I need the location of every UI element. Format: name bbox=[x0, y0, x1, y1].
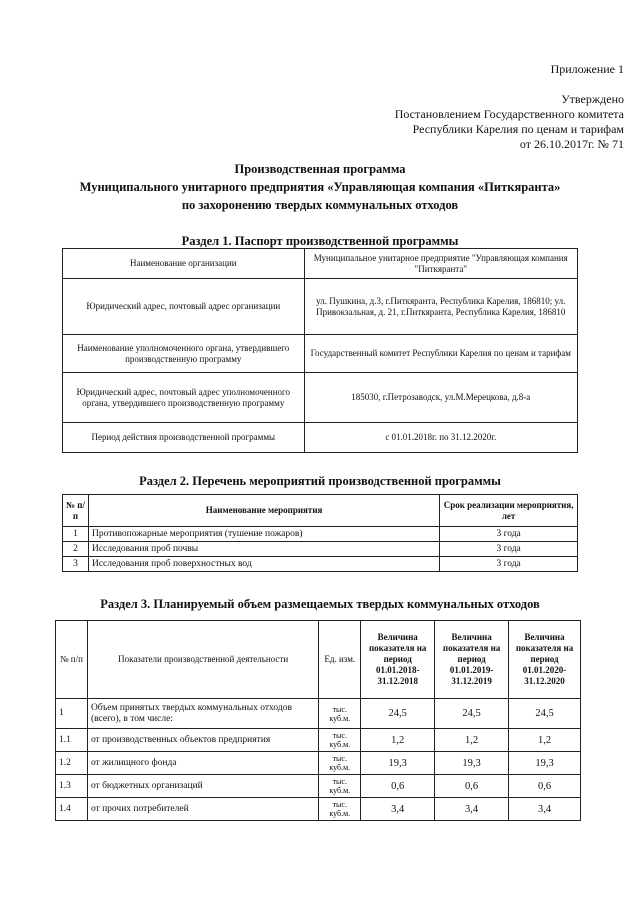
unit: тыс. куб.м. bbox=[319, 752, 361, 775]
indicator-name: от производственных объектов предприятия bbox=[87, 729, 318, 752]
passport-value: Государственный комитет Республики Карелия по ценам и тарифам bbox=[304, 335, 577, 373]
document-title bbox=[0, 160, 640, 214]
row-number: 1.4 bbox=[56, 798, 88, 821]
row-number: 1 bbox=[56, 699, 88, 729]
unit: тыс. куб.м. bbox=[319, 775, 361, 798]
table-row bbox=[56, 729, 581, 752]
value-2018: 3,4 bbox=[361, 798, 435, 821]
indicator-name: Объем принятых твердых коммунальных отходов (всего), в том числе: bbox=[87, 699, 318, 729]
column-header: Величина показателя на период 01.01.2019-31.12.2019 bbox=[435, 621, 509, 699]
unit: тыс. куб.м. bbox=[319, 729, 361, 752]
value-2019: 19,3 bbox=[435, 752, 509, 775]
approval-line: Утверждено bbox=[561, 92, 624, 106]
table-row bbox=[63, 373, 578, 423]
column-header: Ед. изм. bbox=[319, 621, 361, 699]
column-header: Показатели производственной деятельности bbox=[87, 621, 318, 699]
table-row bbox=[63, 527, 578, 542]
table-row bbox=[63, 423, 578, 453]
table-row bbox=[56, 798, 581, 821]
value-2020: 24,5 bbox=[509, 699, 581, 729]
title-line: Муниципального унитарного предприятия «Управляющая компания «Питкяранта» bbox=[79, 180, 561, 194]
value-2019: 1,2 bbox=[435, 729, 509, 752]
value-2020: 3,4 bbox=[509, 798, 581, 821]
indicator-name: от бюджетных организаций bbox=[87, 775, 318, 798]
table-row bbox=[63, 542, 578, 557]
passport-table bbox=[62, 248, 578, 453]
table-row bbox=[63, 279, 578, 335]
passport-label: Период действия производственной программы bbox=[63, 423, 305, 453]
measure-term: 3 года bbox=[440, 557, 578, 572]
measure-term: 3 года bbox=[440, 542, 578, 557]
passport-value: Муниципальное унитарное предприятие "Управляющая компания "Питкяранта" bbox=[304, 249, 577, 279]
title-line: по захоронению твердых коммунальных отходов bbox=[181, 198, 459, 212]
row-number: 1.2 bbox=[56, 752, 88, 775]
waste-volume-table bbox=[55, 620, 581, 821]
section2-title: Раздел 2. Перечень мероприятий производственной программы bbox=[139, 474, 501, 488]
value-2018: 0,6 bbox=[361, 775, 435, 798]
value-2018: 24,5 bbox=[361, 699, 435, 729]
column-header: Наименование мероприятия bbox=[88, 495, 439, 527]
row-number: 1.3 bbox=[56, 775, 88, 798]
table-row bbox=[56, 775, 581, 798]
value-2018: 19,3 bbox=[361, 752, 435, 775]
measures-table bbox=[62, 494, 578, 572]
row-number: 2 bbox=[63, 542, 89, 557]
measure-name: Исследования проб почвы bbox=[88, 542, 439, 557]
unit: тыс. куб.м. bbox=[319, 798, 361, 821]
table-row bbox=[56, 699, 581, 729]
column-header: № п/п bbox=[56, 621, 88, 699]
indicator-name: от прочих потребителей bbox=[87, 798, 318, 821]
value-2019: 0,6 bbox=[435, 775, 509, 798]
value-2020: 1,2 bbox=[509, 729, 581, 752]
section1-title: Раздел 1. Паспорт производственной программы bbox=[181, 234, 459, 248]
unit: тыс. куб.м. bbox=[319, 699, 361, 729]
indicator-name: от жилищного фонда bbox=[87, 752, 318, 775]
passport-label: Наименование уполномоченного органа, утвердившего производственную программу bbox=[63, 335, 305, 373]
measure-name: Исследования проб поверхностных вод bbox=[88, 557, 439, 572]
column-header: № п/п bbox=[63, 495, 89, 527]
table-row bbox=[63, 557, 578, 572]
table-row bbox=[63, 335, 578, 373]
title-line: Производственная программа bbox=[234, 162, 406, 176]
section3-title: Раздел 3. Планируемый объем размещаемых твердых коммунальных отходов bbox=[100, 597, 540, 611]
column-header: Срок реализации мероприятия, лет bbox=[440, 495, 578, 527]
approval-block bbox=[395, 92, 624, 152]
measure-name: Противопожарные мероприятия (тушение пожаров) bbox=[88, 527, 439, 542]
value-2019: 24,5 bbox=[435, 699, 509, 729]
row-number: 3 bbox=[63, 557, 89, 572]
approval-line: от 26.10.2017г. № 71 bbox=[519, 137, 624, 151]
approval-line: Постановлением Государственного комитета bbox=[394, 107, 624, 121]
value-2018: 1,2 bbox=[361, 729, 435, 752]
table-row bbox=[56, 752, 581, 775]
column-header: Величина показателя на период 01.01.2018-31.12.2018 bbox=[361, 621, 435, 699]
passport-label: Юридический адрес, почтовый адрес организации bbox=[63, 279, 305, 335]
measure-term: 3 года bbox=[440, 527, 578, 542]
table-header-row bbox=[63, 495, 578, 527]
row-number: 1 bbox=[63, 527, 89, 542]
passport-value: с 01.01.2018г. по 31.12.2020г. bbox=[304, 423, 577, 453]
approval-line: Республики Карелия по ценам и тарифам bbox=[412, 122, 624, 136]
table-row bbox=[63, 249, 578, 279]
table-header-row bbox=[56, 621, 581, 699]
passport-value: 185030, г.Петрозаводск, ул.М.Мерецкова, д.8-а bbox=[304, 373, 577, 423]
row-number: 1.1 bbox=[56, 729, 88, 752]
value-2020: 0,6 bbox=[509, 775, 581, 798]
passport-label: Наименование организации bbox=[63, 249, 305, 279]
passport-label: Юридический адрес, почтовый адрес уполномоченного органа, утвердившего производственную программу bbox=[63, 373, 305, 423]
column-header: Величина показателя на период 01.01.2020-31.12.2020 bbox=[509, 621, 581, 699]
value-2019: 3,4 bbox=[435, 798, 509, 821]
appendix-label: Приложение 1 bbox=[550, 62, 624, 76]
passport-value: ул. Пушкина, д.3, г.Питкяранта, Республика Карелия, 186810; ул. Привокзальная, д. 21, г.Питкяранта, Республика Карелия, 186810 bbox=[304, 279, 577, 335]
value-2020: 19,3 bbox=[509, 752, 581, 775]
